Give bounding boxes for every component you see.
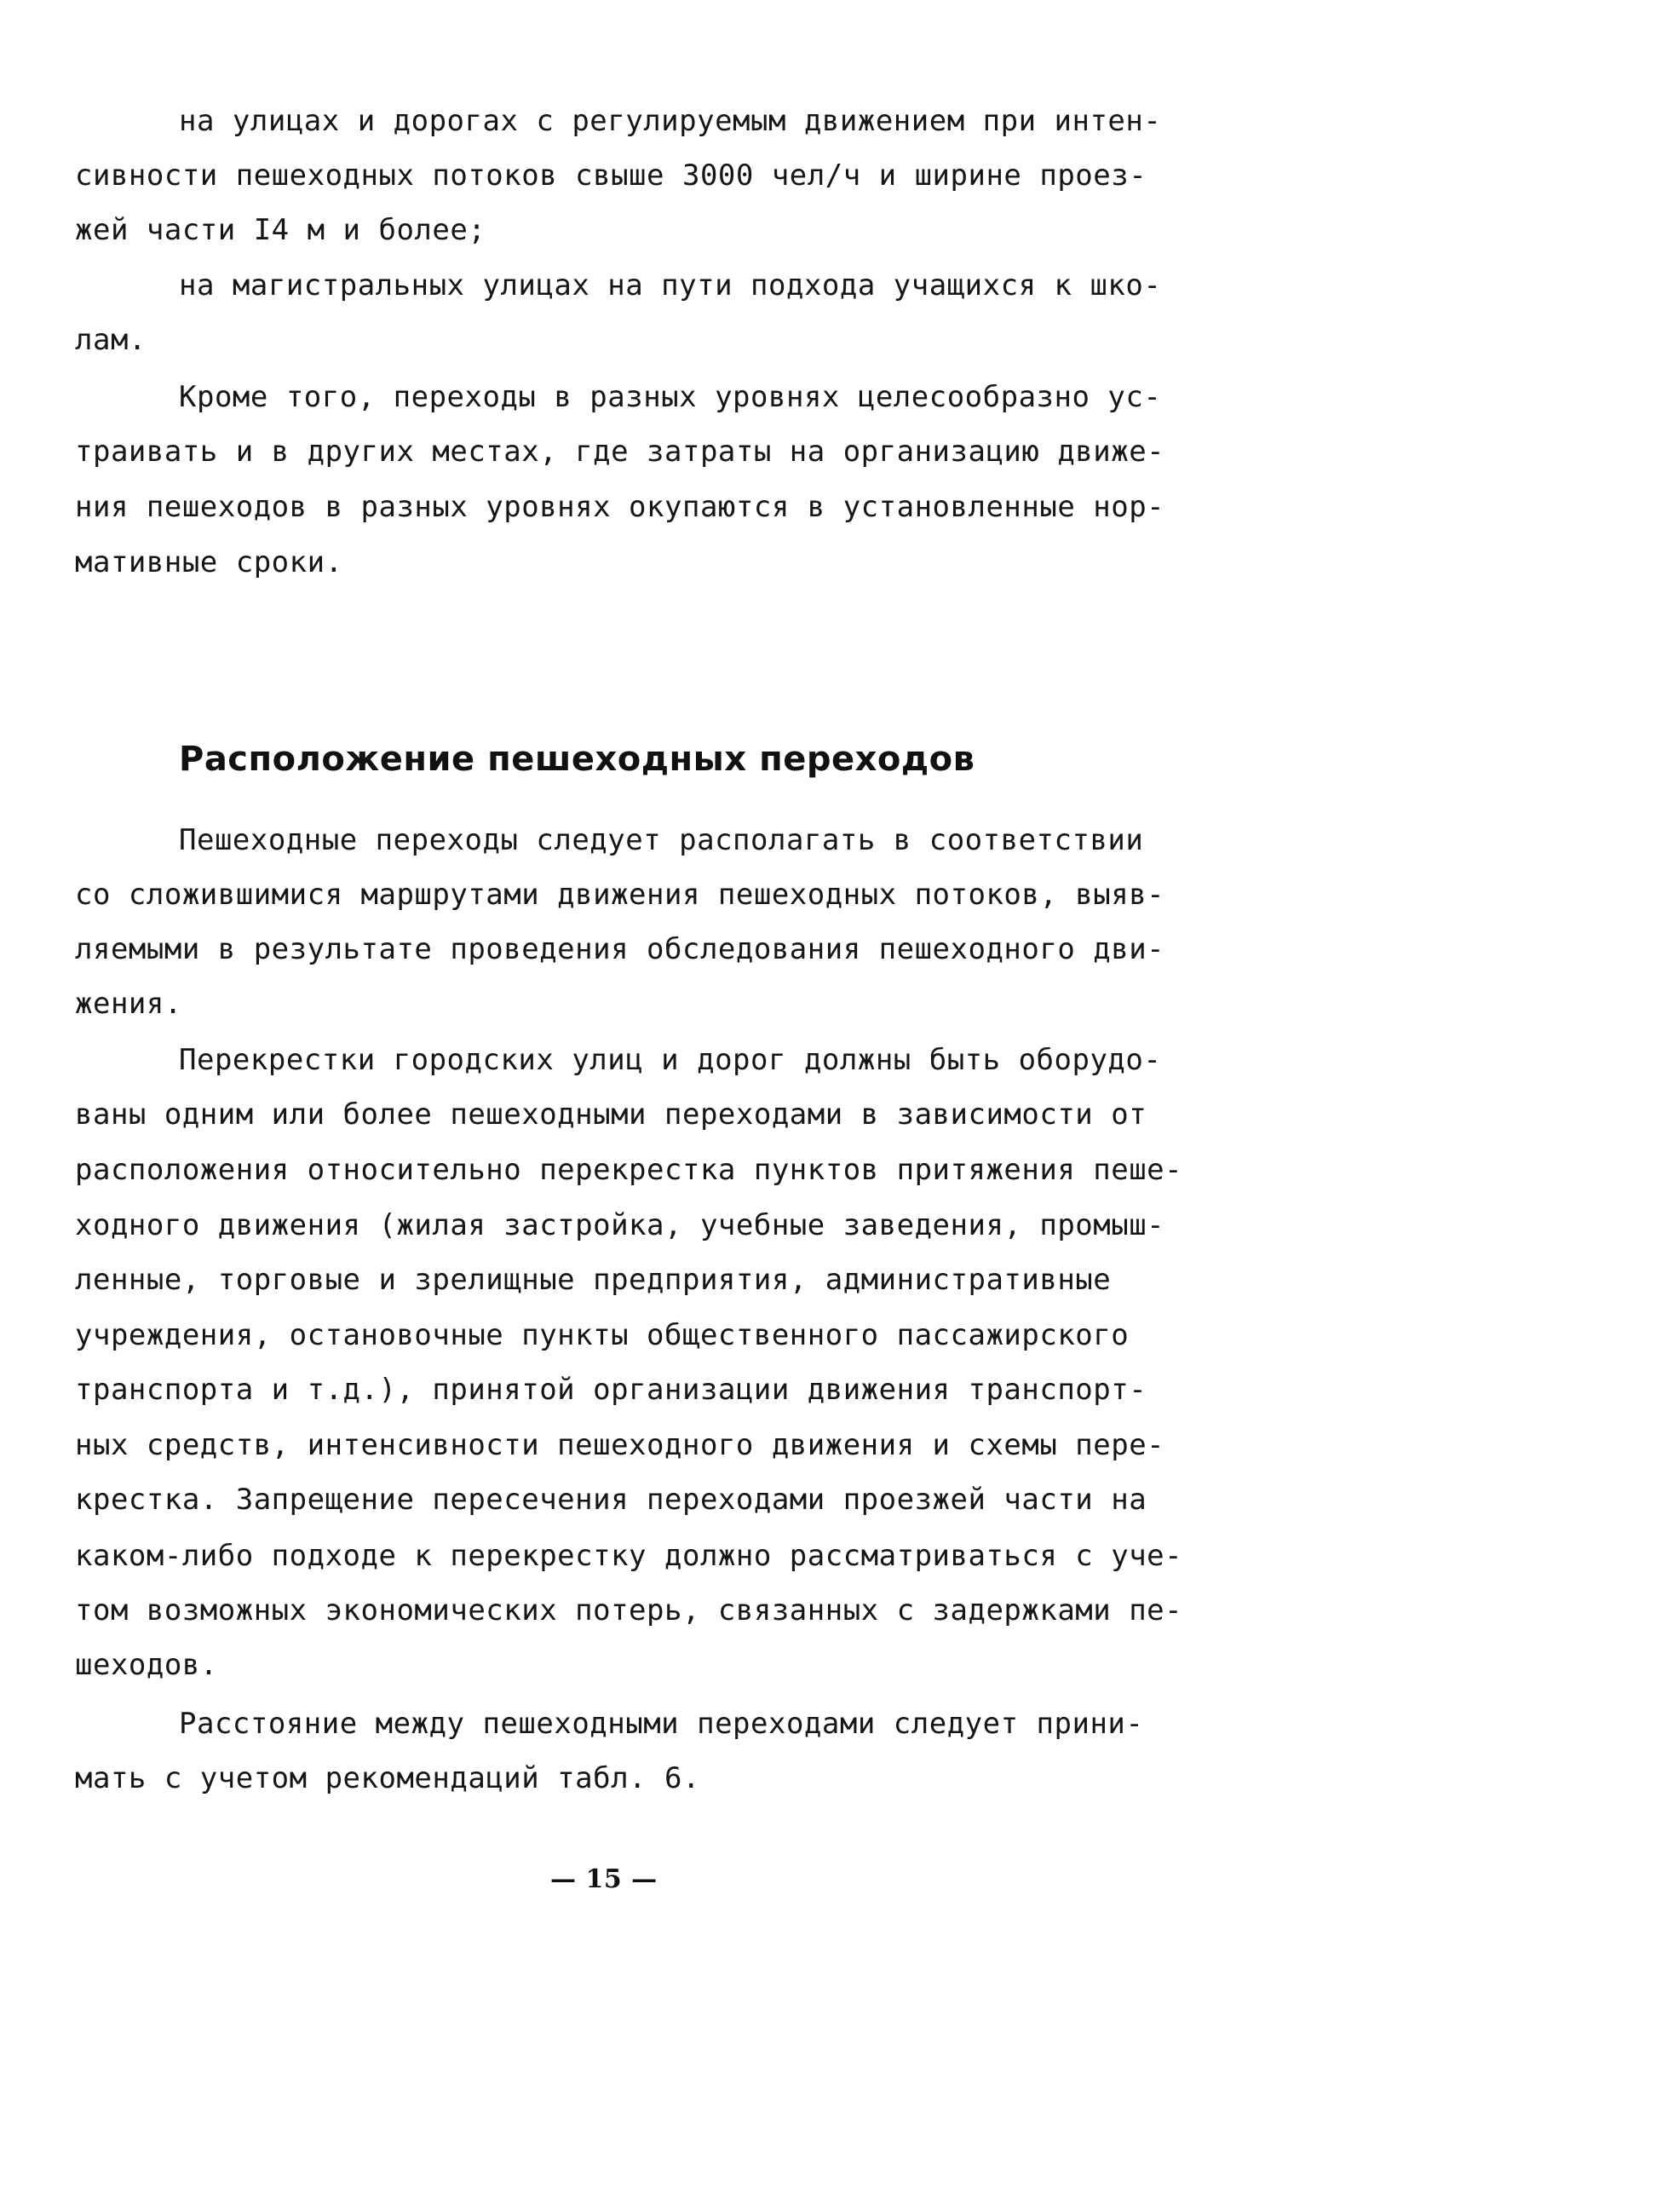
paragraph-5-line-3: расположения относительно перекрестка пунктов притяжения пеше- xyxy=(75,1153,1183,1187)
paragraph-6-line-2: мать с учетом рекомендаций табл. 6. xyxy=(75,1761,700,1795)
paragraph-4-line-3: ляемыми в результате проведения обследования пешеходного дви- xyxy=(75,932,1165,966)
paragraph-3-line-3: ния пешеходов в разных уровнях окупаются в установленные нор- xyxy=(75,490,1165,524)
paragraph-4-line-4: жения. xyxy=(75,987,182,1021)
paragraph-5-line-8: ных средств, интенсивности пешеходного движения и схемы пере- xyxy=(75,1428,1165,1462)
paragraph-1-line-2: сивности пешеходных потоков свыше 3000 чел/ч и ширине проез- xyxy=(75,158,1147,193)
paragraph-5-line-12: шеходов. xyxy=(75,1648,218,1682)
paragraph-3-line-1: Кроме того, переходы в разных уровнях целесообразно ус- xyxy=(179,380,1162,414)
paragraph-2-line-2: лам. xyxy=(75,323,147,357)
paragraph-2-line-1: на магистральных улицах на пути подхода учащихся к шко- xyxy=(179,268,1162,302)
page-number: — 15 — xyxy=(550,1864,658,1894)
paragraph-5-line-9: крестка. Запрещение пересечения переходами проезжей части на xyxy=(75,1483,1147,1517)
paragraph-5-line-5: ленные, торговые и зрелищные предприятия, административные xyxy=(75,1263,1112,1297)
paragraph-4-line-2: со сложившимися маршрутами движения пешеходных потоков, выяв- xyxy=(75,878,1165,912)
section-heading: Расположение пешеходных переходов xyxy=(179,740,975,779)
paragraph-3-line-4: мативные сроки. xyxy=(75,545,343,579)
paragraph-1-line-1: на улицах и дорогах с регулируемым движением при интен- xyxy=(179,104,1162,138)
paragraph-5-line-4: ходного движения (жилая застройка, учебные заведения, промыш- xyxy=(75,1208,1165,1242)
paragraph-3-line-2: траивать и в других местах, где затраты на организацию движе- xyxy=(75,435,1165,469)
paragraph-1-line-3: жей части I4 м и более; xyxy=(75,213,486,247)
paragraph-5-line-11: том возможных экономических потерь, связанных с задержками пе- xyxy=(75,1593,1183,1627)
paragraph-5-line-7: транспорта и т.д.), принятой организации движения транспорт- xyxy=(75,1373,1147,1407)
paragraph-5-line-6: учреждения, остановочные пункты общественного пассажирского xyxy=(75,1318,1130,1352)
paragraph-5-line-1: Перекрестки городских улиц и дорог должны быть оборудо- xyxy=(179,1043,1162,1077)
paragraph-6-line-1: Расстояние между пешеходными переходами следует прини- xyxy=(179,1707,1144,1741)
paragraph-5-line-2: ваны одним или более пешеходными переходами в зависимости от xyxy=(75,1097,1147,1132)
paragraph-4-line-1: Пешеходные переходы следует располагать в соответствии xyxy=(179,823,1144,857)
paragraph-5-line-10: каком-либо подходе к перекрестку должно рассматриваться с уче- xyxy=(75,1539,1183,1573)
